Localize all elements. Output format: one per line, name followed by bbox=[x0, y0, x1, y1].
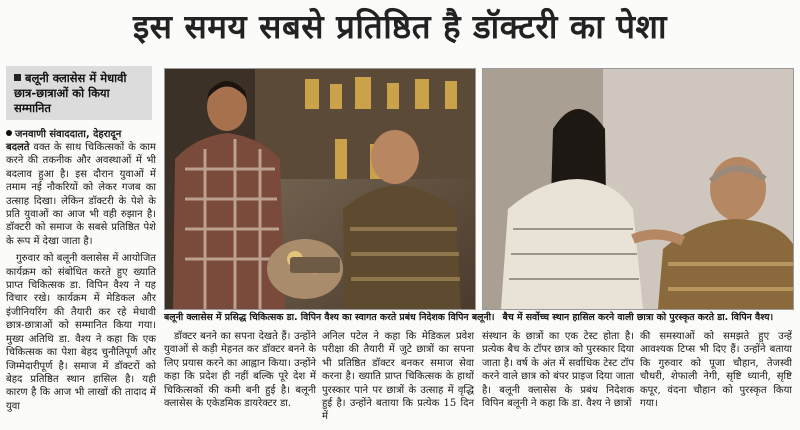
paragraph: संस्थान के छात्रों का एक टेस्ट होता है। प्रत्येक बैच के टॉपर छात्र को पुरस्कार दिया जाता है। वर्ष के अंत में सर्वाधिक टेस्ट टॉप करने वाले छात्र को बंपर प्राइज दिया जाता है। बलूनी क्लासेस के प्रबंध निदेशक विपिन बलूनी ने कहा कि डा. वैश्य ने छात्रों bbox=[482, 331, 634, 410]
article-column-5 bbox=[640, 330, 792, 410]
caption-photo-1: बलूनी क्लासेस में प्रसिद्ध चिकित्सक डा. विपिन वैश्य का स्वागत करते प्रबंध निदेशक विपिन बलूनी। bbox=[164, 312, 495, 323]
paragraph-text: वक्त के साथ चिकित्सकों के काम करने की तकनीक और अवस्थाओं में भी बदलाव हुआ है। इस दौरान युवाओं में तमाम नई नौकरियों को लेकर गजब का उत्साह दिखा। लेकिन डॉक्टरी के पेशे के प्रति युवाओं का आज भी वही रुझान है। डॉक्टरी को समाज के सबसे प्रतिष्ठित पेशे के रूप में देखा जाता है। bbox=[6, 142, 156, 247]
photo-image bbox=[165, 69, 475, 309]
article-column-1 bbox=[6, 141, 156, 413]
headline: इस समय सबसे प्रतिष्ठित है डॉक्टरी का पेशा bbox=[132, 7, 667, 46]
caption-photo-2: बैच में सर्वोच्च स्थान हासिल करने वाली छात्रा को पुरस्कृत करते डा. विपिन वैश्य। bbox=[502, 312, 774, 323]
byline-text: जनवाणी संवाददाता, देहरादून bbox=[15, 129, 122, 140]
paragraph: डॉक्टर बनने का सपना देखते हैं। उन्होंने युवाओं से कड़ी मेहनत कर डॉक्टर बनने के लिए प्रयास करने का आह्वान किया। उन्होंने कहा कि प्रदेश ही नहीं बल्कि पूरे देश में चिकित्सकों की कमी बनी हुई है। बलूनी क्लासेस के एकेडमिक डायरेक्टर डा. bbox=[164, 331, 316, 410]
article-column-4 bbox=[482, 330, 634, 410]
paragraph: अनिल पटेल ने कहा कि मेडिकल प्रवेश परीक्षा की तैयारी में जुटे छात्रों का सपना भी प्रतिष्ठित डॉक्टर बनकर समाज सेवा करना है। ख्याति प्राप्त चिकित्सक के हाथों पुरस्कार पाने पर छात्रों के उत्साह में वृद्धि हुई है। उन्होंने बताया कि प्रत्येक 15 दिन में bbox=[322, 331, 474, 423]
photo-captions bbox=[164, 311, 794, 325]
paragraph: गुरुवार को बलूनी क्लासेस में आयोजित कार्यक्रम को संबोधित करते हुए ख्याति प्राप्त चिकित्सक डा. विपिन वैश्य ने यह विचार रखे। कार्यक्रम में मेडिकल और इंजीनियरिंग की तैयारी कर रहे मेधावी छात्र-छात्राओं को सम्मानित किया गया। मुख्य अतिथि डा. वैश्य ने कहा कि एक चिकित्सक का पेशा बेहद चुनौतिपूर्ण और जिम्मेदारीपूर्ण है। समाज में डॉक्टरों को बेहद प्रतिष्ठित स्थान हासिल है। यही कारण है कि आज भी लाखों की तादाद में युवा bbox=[6, 253, 156, 412]
subheadline-box bbox=[6, 66, 152, 120]
byline bbox=[6, 126, 156, 140]
bullet-dot-icon bbox=[6, 130, 12, 136]
photo-student-award bbox=[482, 68, 794, 310]
article-column-3 bbox=[322, 330, 474, 424]
photo-doctor-welcome bbox=[164, 68, 476, 310]
bullet-square-icon bbox=[14, 74, 21, 81]
article-column-2 bbox=[164, 330, 316, 410]
paragraph: की समस्याओं को समझते हुए उन्हें आवश्यक टिप्स भी दिए हैं। उन्होंने बताया कि गुरुवार को पूजा चौहान, तेजस्वी चौधरी, शेफाली नेगी, सृष्टि ध्यानी, सृष्टि कपूर, वंदना चौहान को पुरस्कृत किया गया। bbox=[640, 331, 792, 410]
subheadline: बलूनी क्लासेस में मेधावी छात्र-छात्राओं को किया सम्मानित bbox=[14, 71, 127, 115]
photo-image bbox=[483, 69, 793, 309]
lead-word: बदलते bbox=[6, 142, 30, 153]
paragraph bbox=[6, 141, 156, 248]
